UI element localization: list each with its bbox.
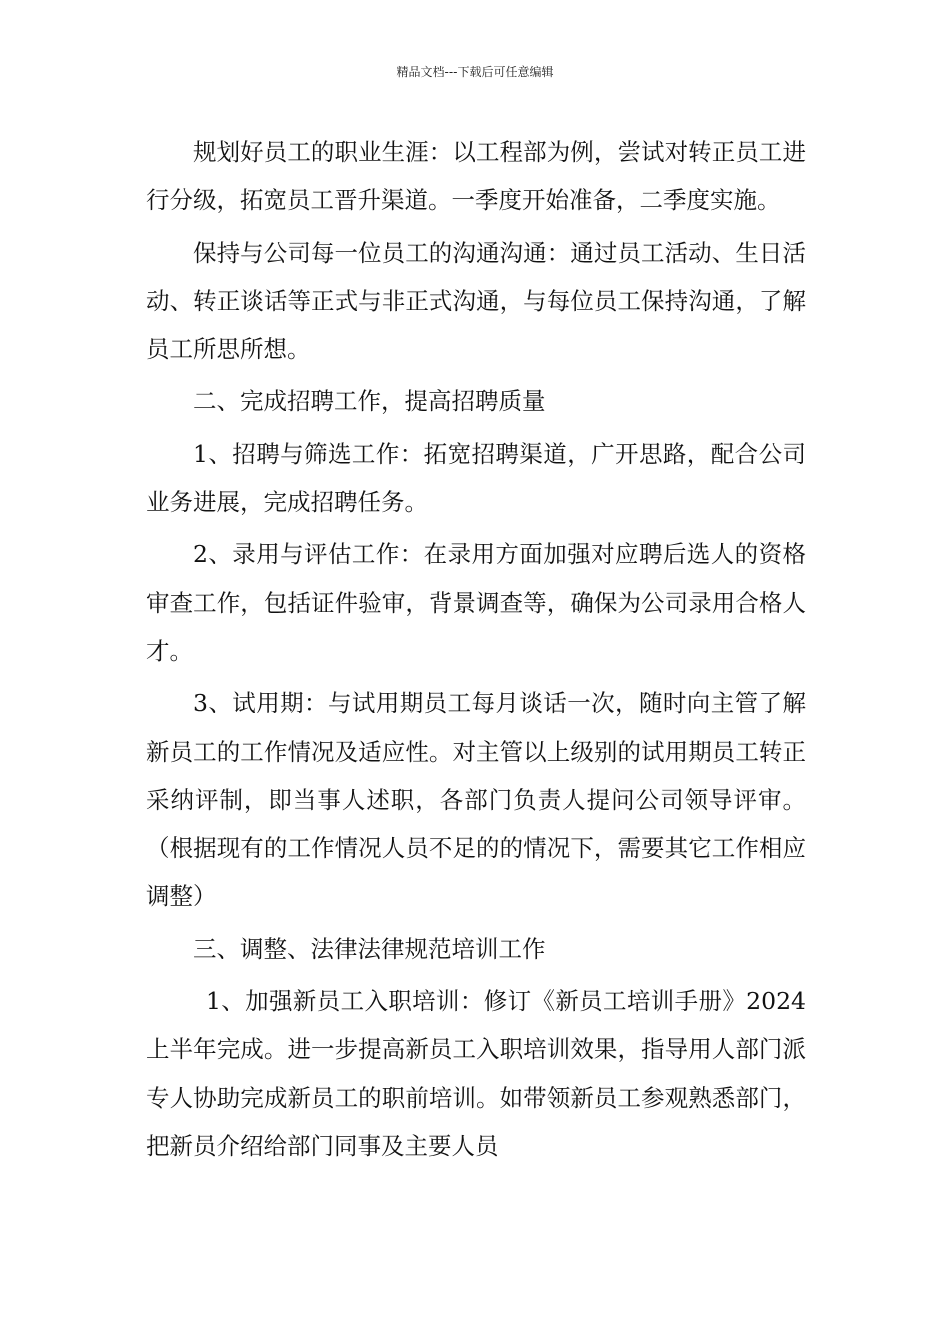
section-heading-recruitment: 二、完成招聘工作，提高招聘质量 [193,387,546,416]
paragraph-onboarding-training: 1、加强新员工入职培训：修订《新员工培训手册》2024上半年完成。进一步提高新员工入职培训效果，指导用人部门派专人协助完成新员工的职前培训。如带领新员工参观熟悉部门，把新员介绍给部门同事及主要人员 [146,987,806,1160]
section-heading-training: 三、调整、法律法律规范培训工作 [193,934,546,963]
paragraph-probation: 3、试用期：与试用期员工每月谈话一次，随时向主管了解新员工的工作情况及适应性。对主管以上级别的试用期员工转正采纳评制，即当事人述职，各部门负责人提问公司领导评审。（根据现有的工作情况人员不足的的情况下，需要其它工作相应调整） [146,689,806,911]
paragraph-communication: 保持与公司每一位员工的沟通沟通：通过员工活动、生日活动、转正谈话等正式与非正式沟通，与每位员工保持沟通，了解员工所思所想。 [146,238,806,364]
paragraph-recruitment-screening: 1、招聘与筛选工作：拓宽招聘渠道，广开思路，配合公司业务进展，完成招聘任务。 [146,439,806,517]
paragraph-career-planning: 规划好员工的职业生涯：以工程部为例，尝试对转正员工进行分级，拓宽员工晋升渠道。一季度开始准备，二季度实施。 [146,138,806,215]
document-body [146,128,806,1174]
paragraph-hiring-evaluation: 2、录用与评估工作：在录用方面加强对应聘后选人的资格审查工作，包括证件验审，背景调查等，确保为公司录用合格人才。 [146,540,806,665]
page-header: 精品文档---下载后可任意编辑 [396,65,554,79]
